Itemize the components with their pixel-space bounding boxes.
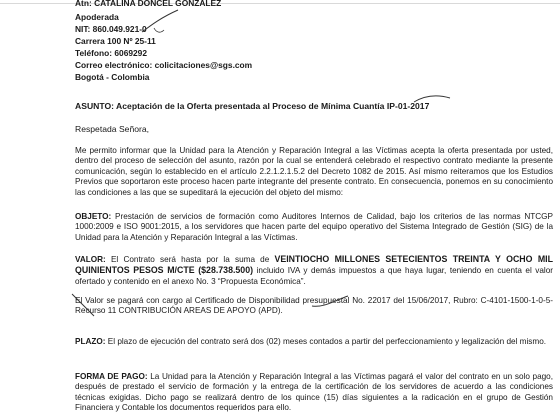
pago-paragraph: El Valor se pagará con cargo al Certificado de Disponibilidad presupuestal No. 22017 del 15/06/2017, Rubro: C-4101-1500-1-0-5-Recurso 11 CONTRIBUCIÓN AREAS DE APOYO (APD). [75,296,553,316]
recipient-role: Apoderada [75,12,119,22]
valor-post: incluido IVA y demás impuestos a que haya lugar, teniendo en cuenta el valor ofertado y contenido en el anexo No. 3 “Propuesta Económica”. [75,266,554,286]
recipient-address: Carrera 100 Nº 25-11 [75,36,156,46]
valor-amount: VEINTIOCHO MILLONES SETECIENTOS TREINTA Y OCHO MIL QUINIENTOS PESOS M/CTE ($28.738.500) [75,254,554,276]
objeto-lead: OBJETO: [75,212,112,221]
forma-pago-paragraph [75,372,553,414]
pen-mark-icon [140,8,180,38]
salutation: Respetada Señora, [75,124,150,134]
plazo-paragraph [75,337,553,347]
intro-paragraph: Me permito informar que la Unidad para la Atención y Reparación Integral a las Víctimas acepta la oferta presentada por usted, dentro del proceso de selección del asunto, razón por la cual se entenderá celebrado el respectivo contrato mediante la presente comunicación, según lo establecido en el artículo 2.2.1.2.1.5.2 del Decreto 1082 de 2015. Así mismo reiteramos que los Estudios Previos que soportaron este proceso hacen parte integrante del presente contrato. En consecuencia, ponemos en su conocimiento las condiciones a las que se supeditará la ejecución del objeto del mismo: [75,146,553,197]
forma-pago-lead: FORMA DE PAGO: [75,372,148,381]
valor-pre: El Contrato será hasta por la suma de [105,255,275,264]
recipient-city: Bogotá - Colombia [75,72,150,82]
plazo-text: El plazo de ejecución del contrato será dos (02) meses contados a partir del perfeccionamiento y legalización del mismo. [105,337,547,346]
objeto-paragraph [75,212,553,243]
valor-paragraph [75,254,553,287]
valor-lead: VALOR: [75,255,106,264]
recipient-email: Correo electrónico: colicitaciones@sgs.com [75,60,253,70]
plazo-lead: PLAZO: [75,337,106,346]
recipient-atn: Atn: CATALINA DONCEL GONZALEZ [75,0,222,8]
subject-line: ASUNTO: Aceptación de la Oferta presentada al Proceso de Mínima Cuantía IP-01-2017 [75,101,430,111]
pen-underline-icon [310,294,350,310]
pen-slash-icon [68,292,98,320]
pen-flourish-icon [412,92,452,106]
objeto-text: Prestación de servicios de formación como Auditores Internos de Calidad, bajo los criterios de las normas NTCGP 1000:2009 e ISO 9001:2015, a los servidores que hacen parte del equipo operativo del Sistema Integrado de Gestión (SIG) de la Unidad para la Atención y Reparación Integral a las Víctimas. [75,212,553,242]
recipient-phone: Teléfono: 6069292 [75,48,147,58]
forma-pago-text: La Unidad para la Atención y Reparación Integral a las Víctimas pagará el valor del contrato en un solo pago, después de prestado el servicio de formación y la entrega de la certificación de los servidores de acuerdo a las condiciones técnicas exigidas. Dicho pago se realizará dentro de los quince (15) días siguientes a la radicación en el grupo de Gestión Financiera y Contable los documentos requeridos para ello. [75,372,554,413]
recipient-nit: NIT: 860.049.921-0 [75,24,147,34]
